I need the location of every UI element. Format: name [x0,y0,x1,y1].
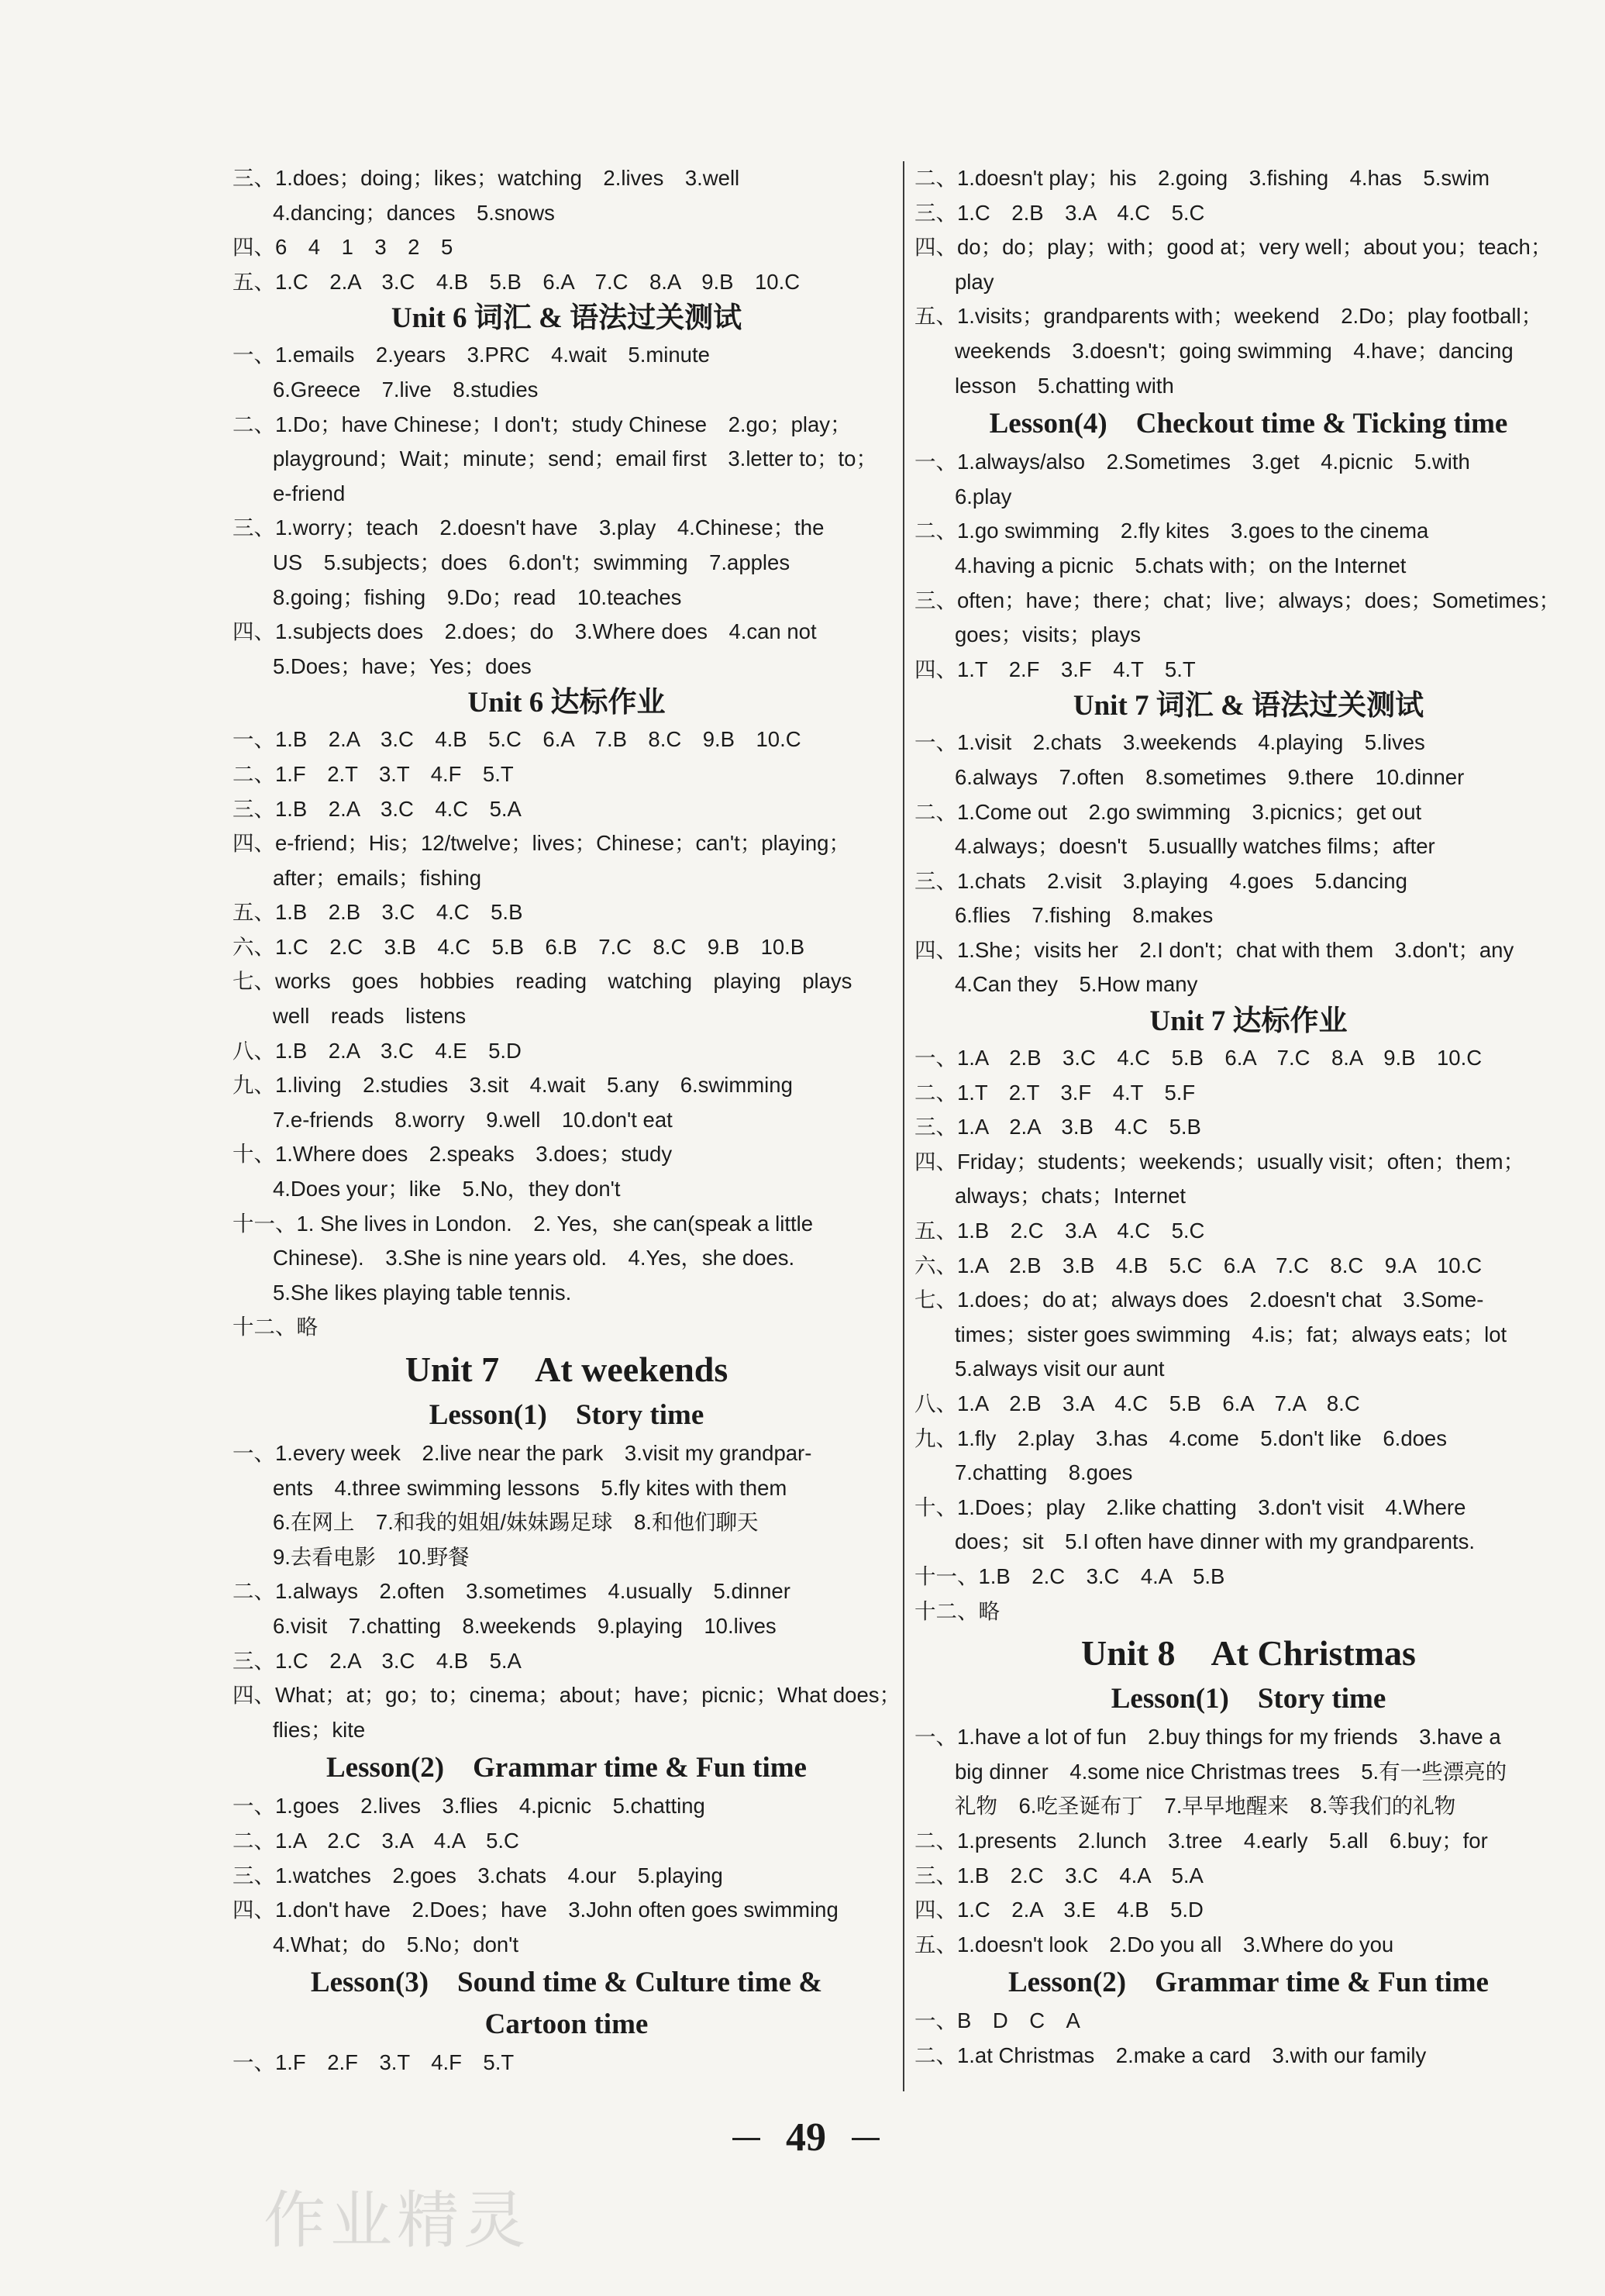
answer-line: 二、1.Do；have Chinese；I don't；study Chinese 2.go；play； [232,412,852,436]
answer-line: 一、B D C A [914,2008,1080,2033]
lesson-heading: Lesson(1) Story time [429,1399,704,1431]
answer-line: 一、1.always/also 2.Sometimes 3.get 4.picnic 5.with [914,450,1470,474]
lesson-heading: Lesson(1) Story time [1111,1683,1386,1715]
answer-line: 四、1.T 2.F 3.F 4.T 5.T [914,657,1196,681]
watermark: 作业精灵 [263,2184,530,2256]
answer-line: 十、1.Where does 2.speaks 3.does；study [232,1142,673,1167]
answer-line: 6.always 7.often 8.sometimes 9.there 10.dinner [955,764,1465,789]
answer-line: 一、1.F 2.F 3.T 4.F 5.T [232,2050,515,2075]
answer-line: 五、1.doesn't look 2.Do you all 3.Where do you [914,1932,1394,1956]
answer-line: lesson 5.chatting with [955,373,1174,398]
answer-line: 5.She likes playing table tennis. [273,1280,572,1305]
answer-line: well reads listens [273,1004,467,1029]
answer-line: 二、1.A 2.C 3.A 4.A 5.C [232,1828,519,1853]
answer-line: 六、1.C 2.C 3.B 4.C 5.B 6.B 7.C 8.C 9.B 10.B [232,934,805,959]
answer-line: 八、1.A 2.B 3.A 4.C 5.B 6.A 7.A 8.C [914,1391,1360,1415]
answer-line: 二、1.doesn't play；his 2.going 3.fishing 4.has 5.swim [914,166,1490,190]
column-divider [903,161,904,2091]
answer-line: 二、1.at Christmas 2.make a card 3.with our family [914,2043,1427,2067]
answer-line: 五、1.B 2.C 3.A 4.C 5.C [914,1219,1205,1243]
answer-line: 一、1.A 2.B 3.C 4.C 5.B 6.A 7.C 8.A 9.B 10.C [914,1046,1483,1070]
answer-line: 三、1.chats 2.visit 3.playing 4.goes 5.dancing [914,868,1407,893]
answer-line: big dinner 4.some nice Christmas trees 5.有一些漂亮的 [955,1759,1507,1784]
answer-line: weekends 3.doesn't；going swimming 4.have；dancing [955,338,1514,363]
section-heading: Unit 6 词汇 & 语法过关测试 [391,302,742,335]
answer-line: 二、1.Come out 2.go swimming 3.picnics；get out [914,799,1422,824]
left-column [232,161,901,2081]
answer-line: flies；kite [273,1717,366,1742]
answer-line: 五、1.C 2.A 3.C 4.B 5.B 6.A 7.C 8.A 9.B 10.C [232,269,801,294]
answer-line: 十二、略 [914,1598,1000,1623]
answer-line: 4.having a picnic 5.chats with；on the Internet [955,553,1407,577]
answer-line: 4.always；doesn't 5.usuallly watches films；after [955,834,1435,859]
answer-line: 六、1.A 2.B 3.B 4.B 5.C 6.A 7.C 8.C 9.A 10.C [914,1253,1483,1277]
answer-line: 6.在网上 7.和我的姐姐/妹妹踢足球 8.和他们聊天 [273,1510,759,1535]
answer-line: playground；Wait；minute；send；email first 3.letter to；to； [273,446,877,471]
answer-line: 三、1.B 2.C 3.C 4.A 5.A [914,1863,1204,1887]
answer-line: 6.visit 7.chatting 8.weekends 9.playing 10.lives [273,1613,777,1638]
answer-line: 4.Can they 5.How many [955,972,1198,997]
answer-line: 7.chatting 8.goes [955,1460,1133,1485]
lesson-heading: Cartoon time [484,2008,649,2041]
answer-line: 三、1.A 2.A 3.B 4.C 5.B [914,1115,1201,1139]
answer-line: 三、1.worry；teach 2.doesn't have 3.play 4.Chinese；the [232,515,825,540]
answer-line: e-friend [273,481,346,505]
answer-line: 9.去看电影 10.野餐 [273,1544,470,1569]
answer-line: 九、1.fly 2.play 3.has 4.come 5.don't like 6.does [914,1426,1447,1450]
answer-line: 五、1.visits；grandparents with；weekend 2.Do；play football； [914,304,1543,329]
answer-line: 7.e-friends 8.worry 9.well 10.don't eat [273,1107,673,1132]
answer-line: 5.always visit our aunt [955,1357,1165,1381]
answer-line: 十二、略 [232,1315,318,1339]
answer-line: 八、1.B 2.A 3.C 4.E 5.D [232,1038,522,1063]
answer-line: 二、1.presents 2.lunch 3.tree 4.early 5.all 6.buy；for [914,1828,1488,1853]
answer-line: 一、1.goes 2.lives 3.flies 4.picnic 5.chatting [232,1794,705,1819]
answer-line: 三、1.watches 2.goes 3.chats 4.our 5.playing [232,1863,723,1887]
answer-line: after；emails；fishing [273,865,481,890]
answer-line: 一、1.emails 2.years 3.PRC 4.wait 5.minute [232,343,710,367]
answer-line: 四、1.subjects does 2.does；do 3.Where does 4.can not [232,619,817,644]
answer-line: 七、works goes hobbies reading watching playing plays [232,969,852,994]
answer-line: 4.dancing；dances 5.snows [273,200,555,225]
answer-line: does；sit 5.I often have dinner with my grandparents. [955,1529,1476,1554]
section-heading: Unit 7 词汇 & 语法过关测试 [1073,690,1424,722]
answer-line: 4.What；do 5.No；don't [273,1932,519,1956]
answer-line: 三、1.C 2.B 3.A 4.C 5.C [914,200,1205,225]
answer-line: 4.Does your；like 5.No，they don't [273,1177,621,1201]
lesson-heading: Lesson(4) Checkout time & Ticking time [989,408,1508,440]
answer-line: 二、1.always 2.often 3.sometimes 4.usually 5.dinner [232,1579,790,1604]
answer-line: 一、1.B 2.A 3.C 4.B 5.C 6.A 7.B 8.C 9.B 10.C [232,727,801,752]
section-heading: Unit 6 达标作业 [467,687,666,719]
lesson-heading: Lesson(3) Sound time & Culture time & [310,1967,823,1999]
lesson-heading: Lesson(2) Grammar time & Fun time [326,1752,807,1784]
answer-line: always；chats；Internet [955,1184,1187,1208]
answer-line: 二、1.F 2.T 3.T 4.F 5.T [232,761,514,786]
answer-line: 一、1.have a lot of fun 2.buy things for my friends 3.have a [914,1725,1501,1750]
answer-line: 十一、1.B 2.C 3.C 4.A 5.B [914,1563,1225,1588]
answer-line: 四、6 4 1 3 2 5 [232,235,453,260]
answer-line: 6.play [955,484,1012,508]
answer-line: 四、1.She；visits her 2.I don't；chat with them 3.don't；any [914,937,1514,962]
answer-line: ents 4.three swimming lessons 5.fly kites with them [273,1475,787,1500]
answer-line: 七、1.does；do at；always does 2.doesn't chat 3.Some- [914,1288,1484,1312]
answer-line: 四、1.C 2.A 3.E 4.B 5.D [914,1898,1204,1922]
right-column [914,161,1583,2074]
answer-line: Chinese). 3.She is nine years old. 4.Yes，she does. [273,1246,795,1270]
section-heading: Unit 8 At Christmas [1081,1633,1416,1674]
answer-line: 三、often；have；there；chat；live；always；does；Sometimes； [914,588,1560,612]
answer-line: 十一、1. She lives in London. 2. Yes，she can(speak a little [232,1211,814,1236]
answer-line: 五、1.B 2.B 3.C 4.C 5.B [232,900,523,925]
answer-line: 三、1.does；doing；likes；watching 2.lives 3.well [232,166,740,190]
answer-line: 三、1.C 2.A 3.C 4.B 5.A [232,1648,522,1673]
answer-line: 二、1.go swimming 2.fly kites 3.goes to the cinema [914,519,1429,543]
answer-line: 8.going；fishing 9.Do；read 10.teaches [273,584,682,609]
answer-line: 5.Does；have；Yes；does [273,653,532,678]
answer-line: US 5.subjects；does 6.don't；swimming 7.apples [273,550,790,574]
answer-line: 一、1.visit 2.chats 3.weekends 4.playing 5.lives [914,730,1425,755]
lesson-heading: Lesson(2) Grammar time & Fun time [1008,1967,1489,1999]
section-heading: Unit 7 At weekends [405,1350,728,1389]
answer-line: 九、1.living 2.studies 3.sit 4.wait 5.any 6.swimming [232,1073,793,1098]
answer-line: 二、1.T 2.T 3.F 4.T 5.F [914,1080,1196,1105]
answer-line: 礼物 6.吃圣诞布丁 7.早早地醒来 8.等我们的礼物 [955,1794,1456,1819]
answer-line: times；sister goes swimming 4.is；fat；always eats；lot [955,1322,1507,1346]
answer-line: 十、1.Does；play 2.like chatting 3.don't visit 4.Where [914,1494,1466,1519]
answer-line: play [955,269,994,294]
answer-line: 四、What；at；go；to；cinema；about；have；picnic；What does； [232,1683,901,1708]
answer-line: goes；visits；plays [955,622,1141,647]
section-heading: Unit 7 达标作业 [1149,1005,1348,1038]
answer-line: 6.flies 7.fishing 8.makes [955,903,1214,928]
answer-line: 四、e-friend；His；12/twelve；lives；Chinese；can't；playing； [232,831,850,856]
answer-line: 四、1.don't have 2.Does；have 3.John often goes swimming [232,1898,839,1922]
answer-line: 6.Greece 7.live 8.studies [273,377,539,402]
answer-line: 四、Friday；students；weekends；usually visit；often；them； [914,1149,1525,1174]
answer-line: 四、do；do；play；with；good at；very well；about you；teach； [914,235,1552,260]
page-number: 49 [763,2115,849,2160]
answer-line: 一、1.every week 2.live near the park 3.visit my grandpar- [232,1441,812,1465]
answer-line: 三、1.B 2.A 3.C 4.C 5.A [232,796,522,821]
